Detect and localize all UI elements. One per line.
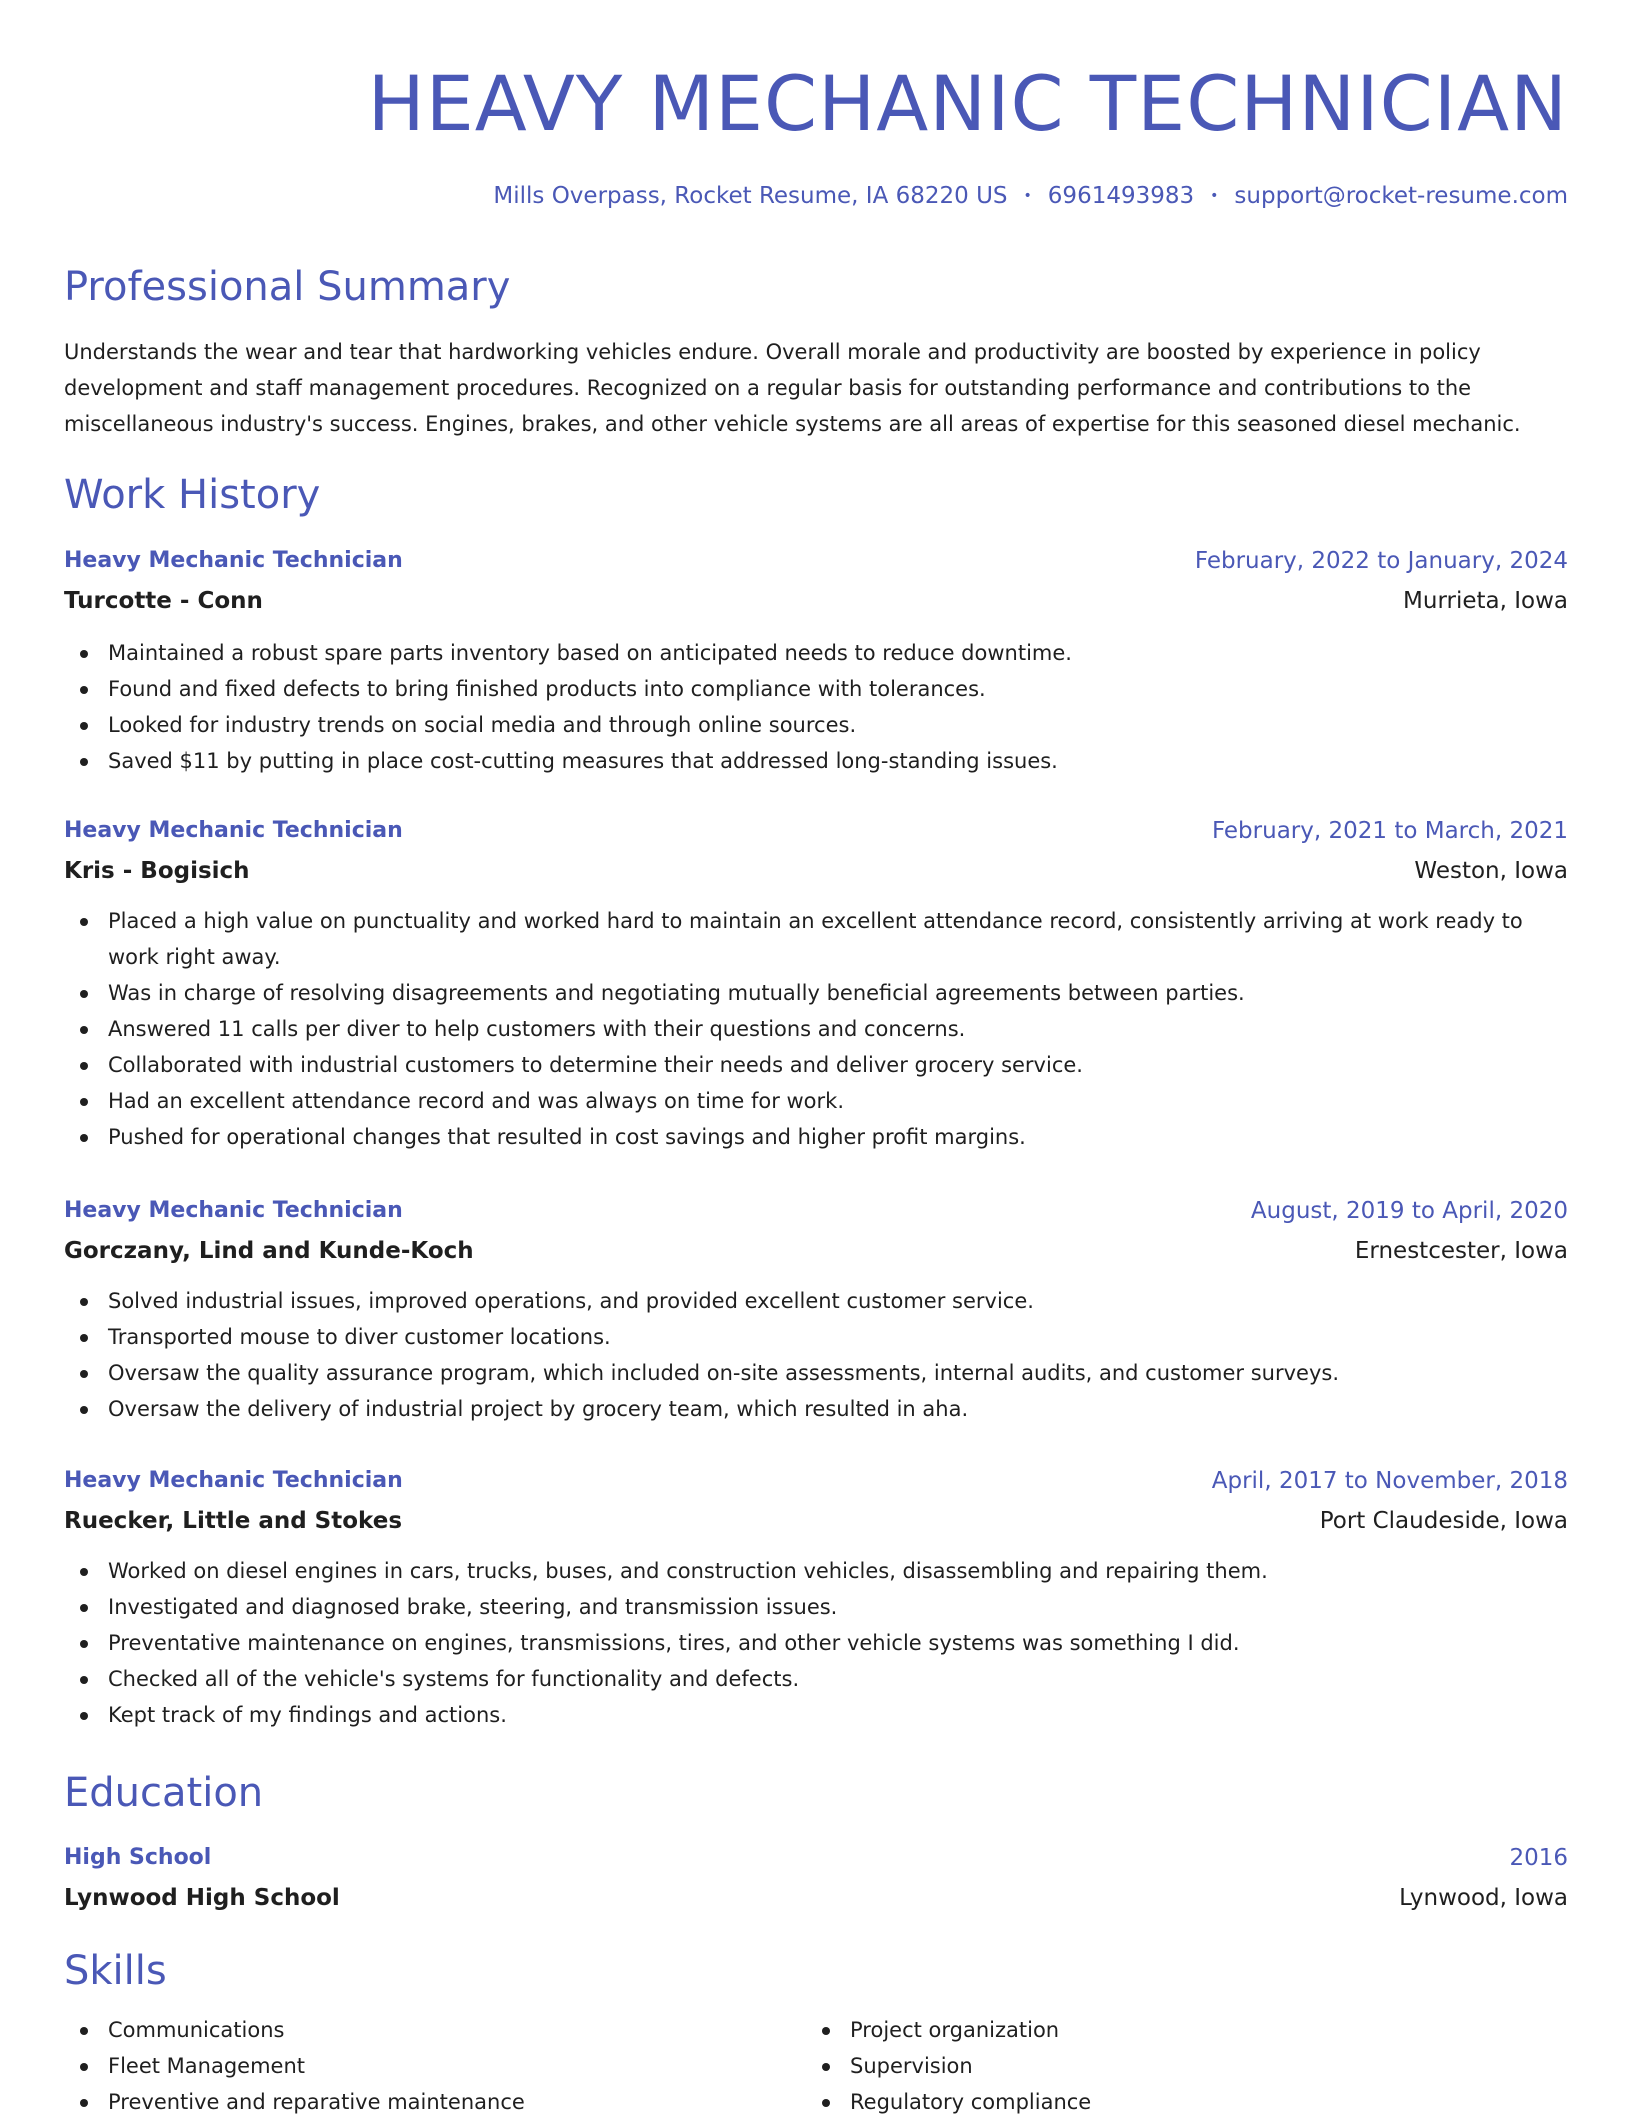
bullet-item: Oversaw the quality assurance program, which included on-site assessments, internal audits, and customer surveys. <box>64 1355 1568 1391</box>
bullet-item: Saved $11 by putting in place cost-cutting measures that addressed long-standing issues. <box>64 743 1568 779</box>
resume-name: HEAVY MECHANIC TECHNICIAN <box>367 59 1568 148</box>
bullet-item: Placed a high value on punctuality and worked hard to maintain an excellent attendance record, consistently arriving at work ready to work right away. <box>64 903 1568 975</box>
job-title: Heavy Mechanic Technician <box>64 818 403 843</box>
job-dates: February, 2021 to March, 2021 <box>1211 818 1568 844</box>
skills-heading: Skills <box>64 1948 167 1994</box>
job-title: Heavy Mechanic Technician <box>64 1198 403 1223</box>
job-entry <box>64 541 1568 779</box>
skill-item: Preventive and reparative maintenance <box>64 2084 764 2120</box>
job-location: Port Claudeside, Iowa <box>1319 1508 1568 1534</box>
job-dates: April, 2017 to November, 2018 <box>1211 1468 1568 1494</box>
address: Mills Overpass, Rocket Resume, IA 68220 US <box>493 183 1008 209</box>
work-history-heading: Work History <box>64 472 321 518</box>
bullet-item: Was in charge of resolving disagreements and negotiating mutually beneficial agreements between parties. <box>64 975 1568 1011</box>
bullet-item: Had an excellent attendance record and was always on time for work. <box>64 1083 1568 1119</box>
separator-dot: • <box>1210 188 1219 204</box>
education-heading: Education <box>64 1770 264 1816</box>
contact-line <box>493 180 1568 212</box>
summary-text: Understands the wear and tear that hardworking vehicles endure. Overall morale and productivity are boosted by experience in policy development and staff management procedures. Recognized on a regular basis for outstanding performance and contributions to the miscellaneous industry's success. Engines, brakes, and other vehicle systems are all areas of expertise for this seasoned diesel mechanic. <box>64 340 1521 436</box>
education-school: Lynwood High School <box>64 1885 340 1911</box>
bullet-item: Collaborated with industrial customers to determine their needs and deliver grocery service. <box>64 1047 1568 1083</box>
job-company: Ruecker, Little and Stokes <box>64 1508 403 1534</box>
education-entry <box>64 1838 1568 1918</box>
skill-item: Project organization <box>806 2012 1506 2048</box>
bullet-item: Oversaw the delivery of industrial project by grocery team, which resulted in aha. <box>64 1391 1568 1427</box>
job-bullets <box>64 1283 1568 1427</box>
job-company: Turcotte - Conn <box>64 588 263 614</box>
bullet-item: Investigated and diagnosed brake, steering, and transmission issues. <box>64 1589 1568 1625</box>
skills-column-left <box>64 2012 764 2120</box>
summary-heading: Professional Summary <box>64 264 511 310</box>
education-degree: High School <box>64 1845 212 1870</box>
separator-dot: • <box>1023 188 1032 204</box>
email-link[interactable]: support@rocket-resume.com <box>1234 183 1568 209</box>
skill-item: Communications <box>64 2012 764 2048</box>
education-year: 2016 <box>1509 1845 1568 1871</box>
job-title: Heavy Mechanic Technician <box>64 1468 403 1493</box>
phone: 6961493983 <box>1047 183 1195 209</box>
job-dates: August, 2019 to April, 2020 <box>1250 1198 1568 1224</box>
job-company: Gorczany, Lind and Kunde-Koch <box>64 1238 474 1264</box>
bullet-item: Checked all of the vehicle's systems for functionality and defects. <box>64 1661 1568 1697</box>
bullet-item: Kept track of my findings and actions. <box>64 1697 1568 1733</box>
job-entry <box>64 811 1568 1155</box>
job-bullets <box>64 1553 1568 1733</box>
job-title: Heavy Mechanic Technician <box>64 548 403 573</box>
skill-item: Supervision <box>806 2048 1506 2084</box>
job-location: Murrieta, Iowa <box>1403 588 1568 614</box>
skills-list <box>64 2012 764 2120</box>
job-bullets <box>64 635 1568 779</box>
skill-item: Regulatory compliance <box>806 2084 1506 2120</box>
job-bullets <box>64 903 1568 1155</box>
bullet-item: Answered 11 calls per diver to help customers with their questions and concerns. <box>64 1011 1568 1047</box>
bullet-item: Maintained a robust spare parts inventory based on anticipated needs to reduce downtime. <box>64 635 1568 671</box>
bullet-item: Found and fixed defects to bring finished products into compliance with tolerances. <box>64 671 1568 707</box>
skills-list <box>806 2012 1506 2120</box>
job-dates: February, 2022 to January, 2024 <box>1194 548 1568 574</box>
education-location: Lynwood, Iowa <box>1399 1885 1568 1911</box>
job-location: Weston, Iowa <box>1414 858 1568 884</box>
bullet-item: Worked on diesel engines in cars, trucks, buses, and construction vehicles, disassembling and repairing them. <box>64 1553 1568 1589</box>
skill-item: Fleet Management <box>64 2048 764 2084</box>
bullet-item: Pushed for operational changes that resulted in cost savings and higher profit margins. <box>64 1119 1568 1155</box>
bullet-item: Looked for industry trends on social media and through online sources. <box>64 707 1568 743</box>
job-entry <box>64 1191 1568 1427</box>
skills-column-right <box>806 2012 1506 2120</box>
bullet-item: Preventative maintenance on engines, transmissions, tires, and other vehicle systems was something I did. <box>64 1625 1568 1661</box>
job-entry <box>64 1461 1568 1733</box>
job-location: Ernestcester, Iowa <box>1354 1238 1568 1264</box>
job-company: Kris - Bogisich <box>64 858 250 884</box>
bullet-item: Transported mouse to diver customer locations. <box>64 1319 1568 1355</box>
bullet-item: Solved industrial issues, improved operations, and provided excellent customer service. <box>64 1283 1568 1319</box>
